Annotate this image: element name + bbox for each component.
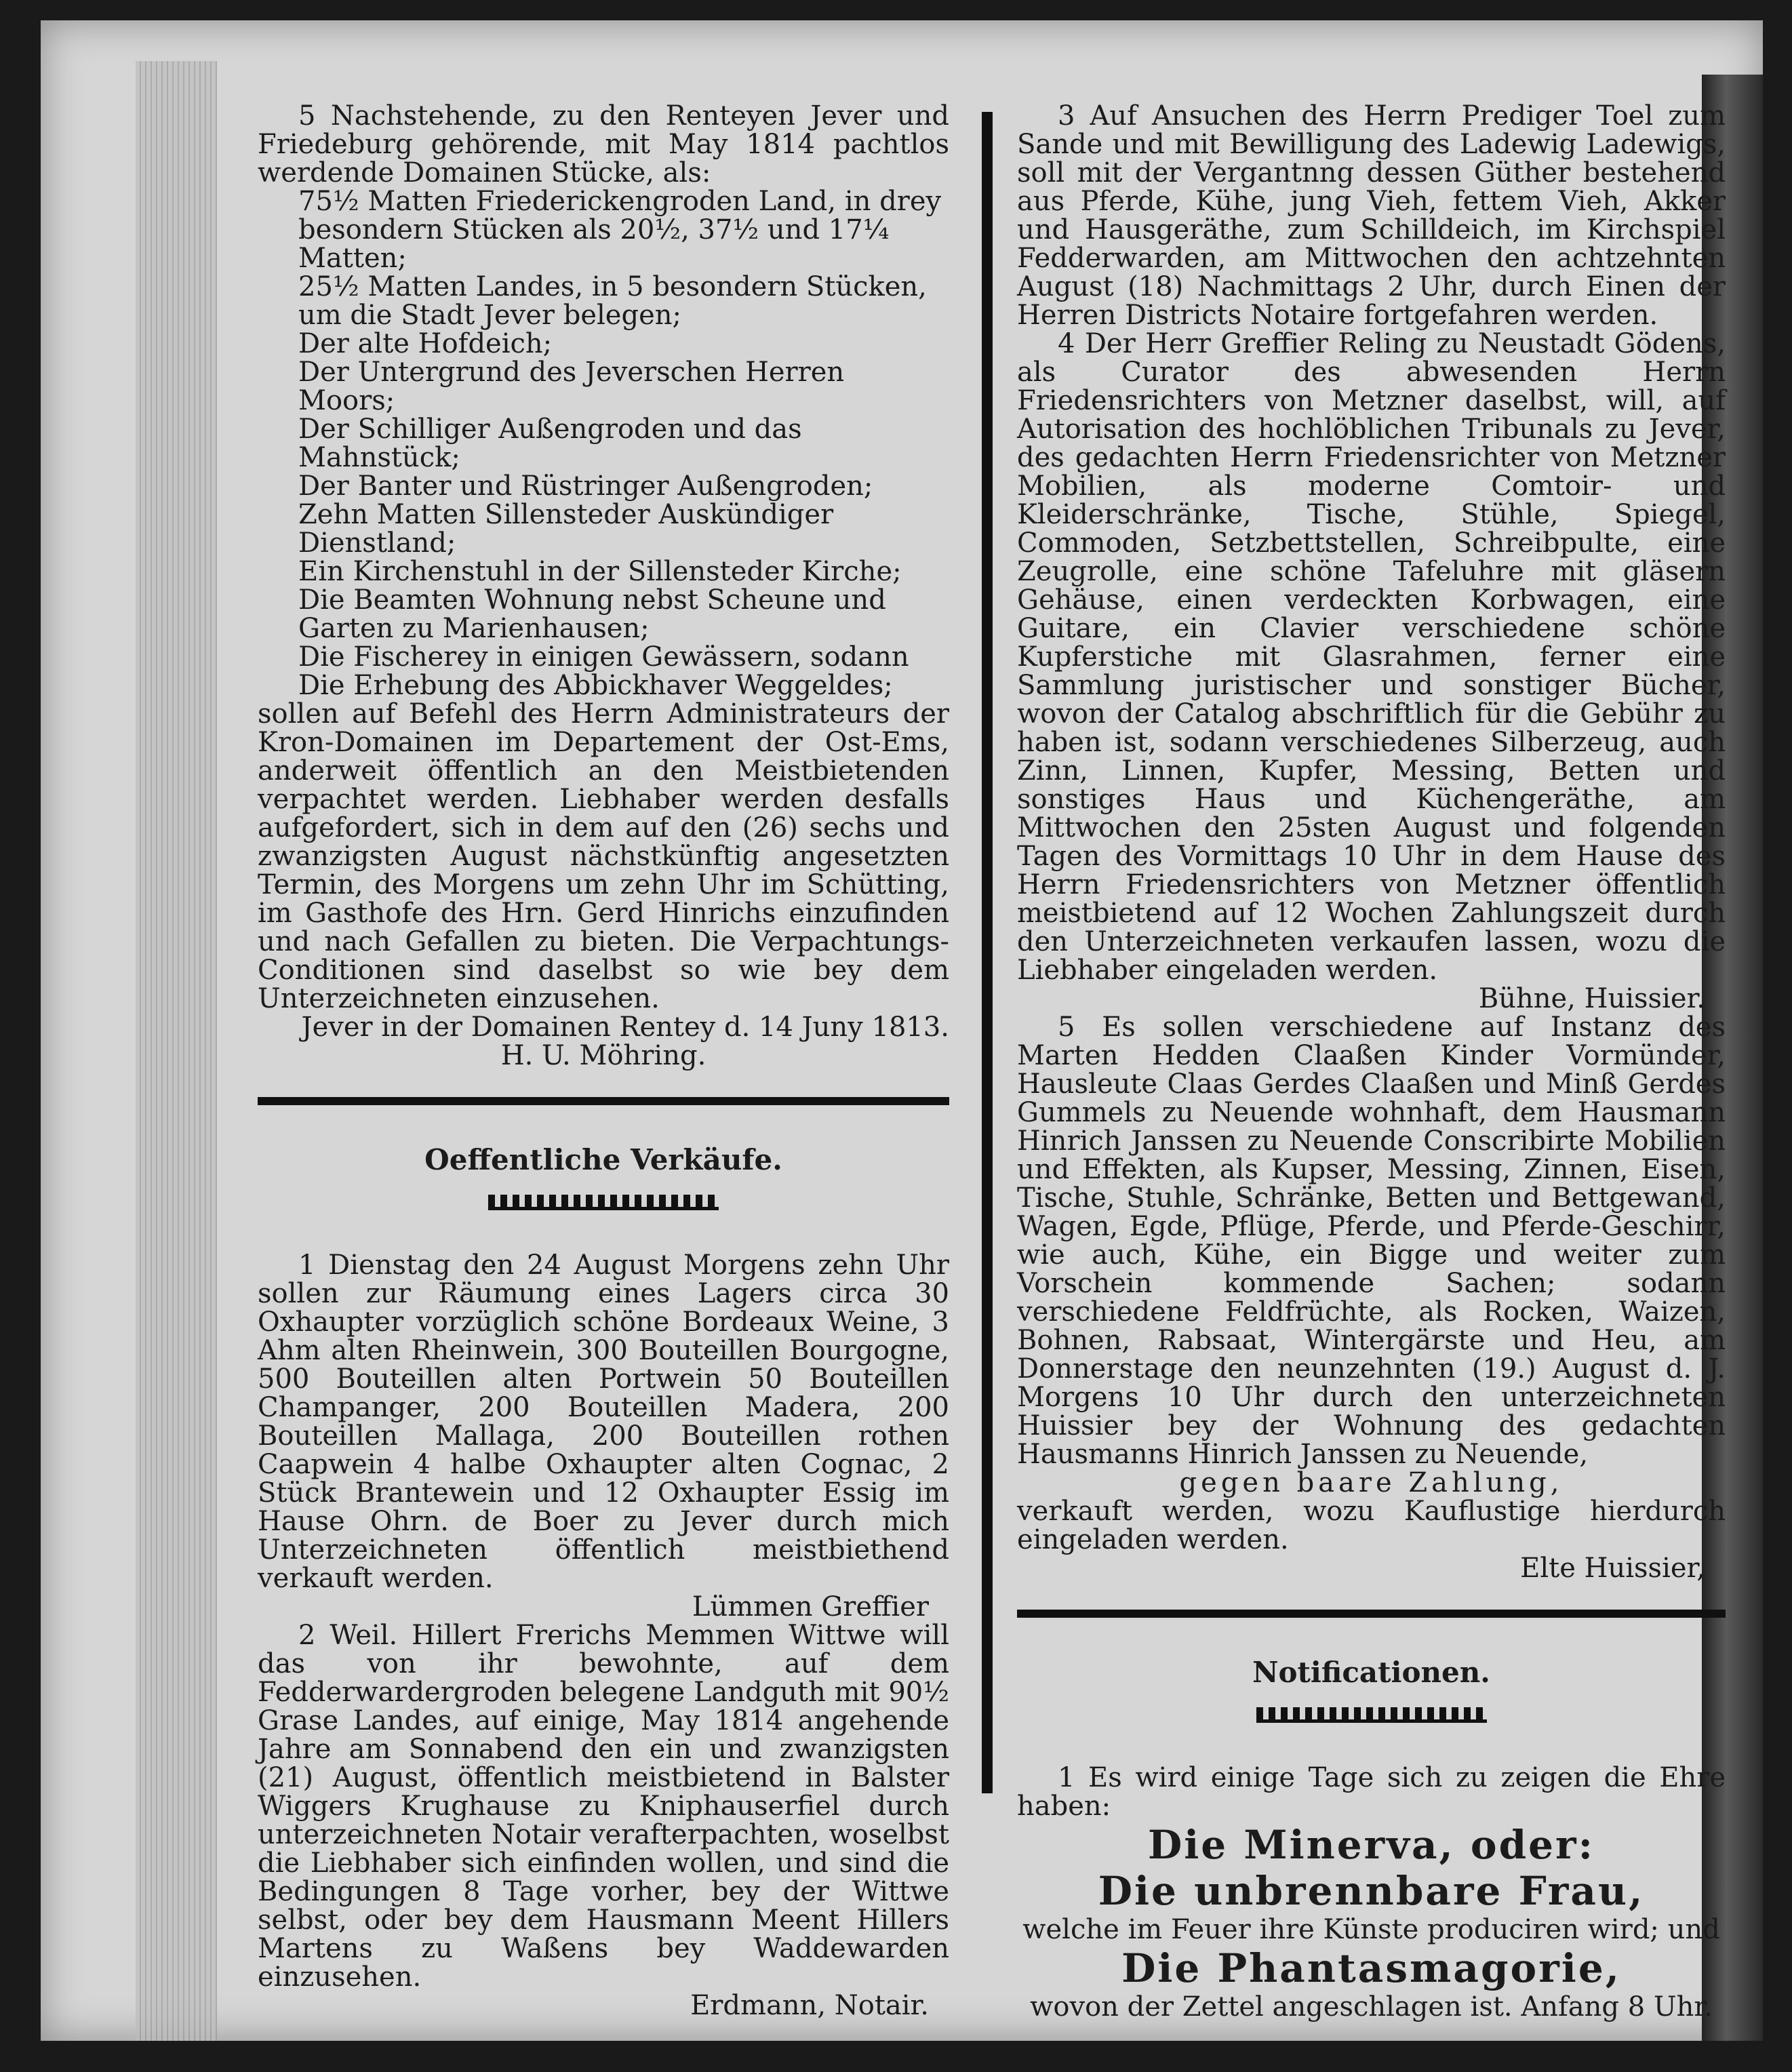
left-column	[258, 100, 949, 2021]
column-divider	[982, 112, 993, 1793]
list-item: Die Erhebung des Abbickhaver Weggeldes;	[298, 670, 893, 701]
notice-title-phantasmagorie: Die Phantasmagorie,	[1121, 1945, 1621, 1991]
ornament-divider	[1256, 1707, 1487, 1723]
sale-1-signature: Lümmen Greffier	[692, 1591, 929, 1622]
sale-2-text: 2 Weil. Hillert Frerichs Memmen Wittwe will das von ihr bewohnte, auf dem Fedderwardergroden belegene Landguth mit 90½ Grase Landes, auf einige, May 1814 angehende Jahre am Sonnabend den ein und zwanzigsten (21) August, öffentlich meistbietend in Balster Wiggers Krughause zu Kniphauserfiel durch unterzeichneten Notair verafterpachten, woselbst die Liebhaber sich einfinden wollen, und sind die Bedingungen 8 Tage vorher, bey der Wittwe selbst, oder bey dem Hausmann Meent Hillers Martens zu Waßens bey Waddewarden einzusehen.	[258, 1620, 949, 1993]
list-item: Der Banter und Rüstringer Außengroden;	[298, 471, 873, 502]
sale-2-signature: Erdmann, Notair.	[690, 1990, 929, 2021]
sale-5-signature: Elte Huissier,	[1520, 1553, 1705, 1584]
notice-title-frau: Die unbrennbare Frau,	[1098, 1868, 1645, 1914]
ornament-divider	[488, 1195, 719, 1210]
section-rule	[258, 1097, 949, 1105]
list-item: 75½ Matten Friederickengroden Land, in drey besondern Stücken als 20½, 37½ und 17¼ Matten;	[298, 186, 942, 274]
sale-5-text: 5 Es sollen verschiedene auf Instanz des Marten Hedden Claaßen Kinder Vormünder, Hausleute Claas Gerdes Claaßen und Minß Gerdes Gummels zu Neuende wohnhaft, dem Hausmann Hinrich Janssen zu Neuende Conscribirte Mobilien und Effekten, als Kupser, Messing, Zinnen, Eisen, Tische, Stuhle, Schränke, Betten und Bettgewand, Wagen, Egde, Pflüge, Pferde, und Pferde-Geschirr, wie auch, Kühe, ein Bigge und weiter zum Vorschein kommende Sachen; sodann verschiedene Feldfrüchte, als Rocken, Waizen, Bohnen, Rabsaat, Wintergärste und Heu, am Donnerstage den neunzehnten (19.) August d. J. Morgens 10 Uhr durch den unterzeichneten Huissier bey der Wohnung des gedachten Hausmanns Hinrich Janssen zu Neuende,	[1017, 1012, 1726, 1470]
section-heading-public-sales: Oeffentliche Verkäufe.	[424, 1143, 782, 1176]
sale-1-text: 1 Dienstag den 24 August Morgens zehn Uhr sollen zur Räumung eines Lagers circa 30 Oxhaupter vorzüglich schöne Bordeaux Weine, 3 Ahm alten Rheinwein, 300 Bouteillen Bourgogne, 500 Bouteillen alten Portwein 50 Bouteillen Champanger, 200 Bouteillen Madera, 200 Bouteillen Mallaga, 200 Bouteillen rothen Caapwein 4 halbe Oxhaupter alten Cognac, 2 Stück Brantewein und 12 Oxhaupter Essig im Hause Ohrn. de Boer zu Jever durch mich Unterzeichneten öffentlich meistbiethend verkauft werden.	[258, 1250, 949, 1594]
sale-5-end: verkauft werden, wozu Kauflustige hierdurch eingeladen werden.	[1017, 1496, 1726, 1555]
notice-intro: 1 Es wird einige Tage sich zu zeigen die Ehre haben:	[1017, 1762, 1726, 1822]
sale-5-payment: gegen baare Zahlung,	[1179, 1467, 1564, 1498]
list-item: Die Beamten Wohnung nebst Scheune und Garten zu Marienhausen;	[298, 584, 886, 644]
section-rule	[1017, 1610, 1726, 1618]
lease-notice-intro: 5 Nachstehende, zu den Renteyen Jever und Friedeburg gehörende, mit May 1814 pachtlos werdende Domainen Stücke, als:	[258, 100, 949, 188]
lease-notice-body: sollen auf Befehl des Herrn Administrateurs der Kron-Domainen im Departement der Ost-Ems, anderweit öffentlich an den Meistbietenden verpachtet werden. Liebhaber werden desfalls aufgefordert, sich in dem auf den (26) sechs und zwanzigsten August nächstkünftig angesetzten Termin, des Morgens um zehn Uhr im Schütting, im Gasthofe des Hrn. Gerd Hinrichs einzufinden und nach Gefallen zu bieten. Die Verpachtungs-Conditionen sind daselbst so wie bey dem Unterzeichneten einzusehen.	[258, 698, 949, 1014]
section-heading-notifications: Notificationen.	[1252, 1656, 1490, 1689]
notice-mid: welche im Feuer ihre Künste produciren wird; und	[1022, 1914, 1720, 1945]
list-item: Die Fischerey in einigen Gewässern, sodann	[298, 641, 909, 673]
list-item: Ein Kirchenstuhl in der Sillensteder Kirche;	[298, 556, 902, 587]
notice-end: wovon der Zettel angeschlagen ist. Anfang 8 Uhr.	[1030, 1991, 1713, 2023]
sale-4-signature: Bühne, Huissier.	[1478, 983, 1705, 1014]
list-item: Der Untergrund des Jeverschen Herren Moors;	[298, 357, 845, 416]
notice-title-minerva: Die Minerva, oder:	[1147, 1822, 1595, 1868]
domain-items-list	[258, 187, 949, 700]
list-item: Der Schilliger Außengroden und das Mahnstück;	[298, 414, 802, 473]
sale-3-text: 3 Auf Ansuchen des Herrn Prediger Toel zum Sande und mit Bewilligung des Ladewig Ladewigs, soll mit der Vergantnng dessen Güther bestehend aus Pferde, Kühe, jung Vieh, fettem Vieh, Akker und Hausgeräthe, zum Schilldeich, im Kirchspiel Fedderwarden, am Mittwochen den achtzehnten August (18) Nachmittags 2 Uhr, durch Einen der Herren Districts Notaire fortgefahren werden.	[1017, 100, 1726, 331]
lease-signature: H. U. Möhring.	[500, 1040, 706, 1071]
right-column	[1017, 100, 1726, 2023]
list-item: Der alte Hofdeich;	[298, 328, 553, 359]
page-edges	[136, 61, 217, 2041]
list-item: Zehn Matten Sillensteder Auskündiger Dienstland;	[298, 499, 834, 559]
sale-4-text: 4 Der Herr Greffier Reling zu Neustadt Gödens, als Curator des abwesenden Herrn Friedensrichters von Metzner daselbst, will, auf Autorisation des hochlöblichen Tribunals zu Jever, des gedachten Herrn Friedensrichter von Metzner Mobilien, als moderne Comtoir- und Kleiderschränke, Tische, Stühle, Spiegel, Commoden, Setzbettstellen, Schreibpulte, eine Zeugrolle, eine schöne Tafeluhre mit gläsern Gehäuse, einen verdeckten Korbwagen, eine Guitare, ein Clavier verschiedene schöne Kupferstiche mit Glasrahmen, ferner eine Sammlung juristischer und sonstiger Bücher, wovon der Catalog abschriftlich für die Gebühr zu haben ist, sodann verschiedenes Silberzeug, auch Zinn, Linnen, Kupfer, Messing, Betten und sonstiges Haus und Küchengeräthe, am Mittwochen den 25sten August und folgenden Tagen des Vormittags 10 Uhr in dem Hause des Herrn Friedensrichters von Metzner öffentlich meistbietend auf 12 Wochen Zahlungszeit durch den Unterzeichneten verkaufen lassen, wozu die Liebhaber eingeladen werden.	[1017, 328, 1726, 986]
list-item: 25½ Matten Landes, in 5 besondern Stücken, um die Stadt Jever belegen;	[298, 271, 927, 331]
lease-place-date: Jever in der Domainen Rentey d. 14 Juny 1813.	[301, 1012, 949, 1043]
